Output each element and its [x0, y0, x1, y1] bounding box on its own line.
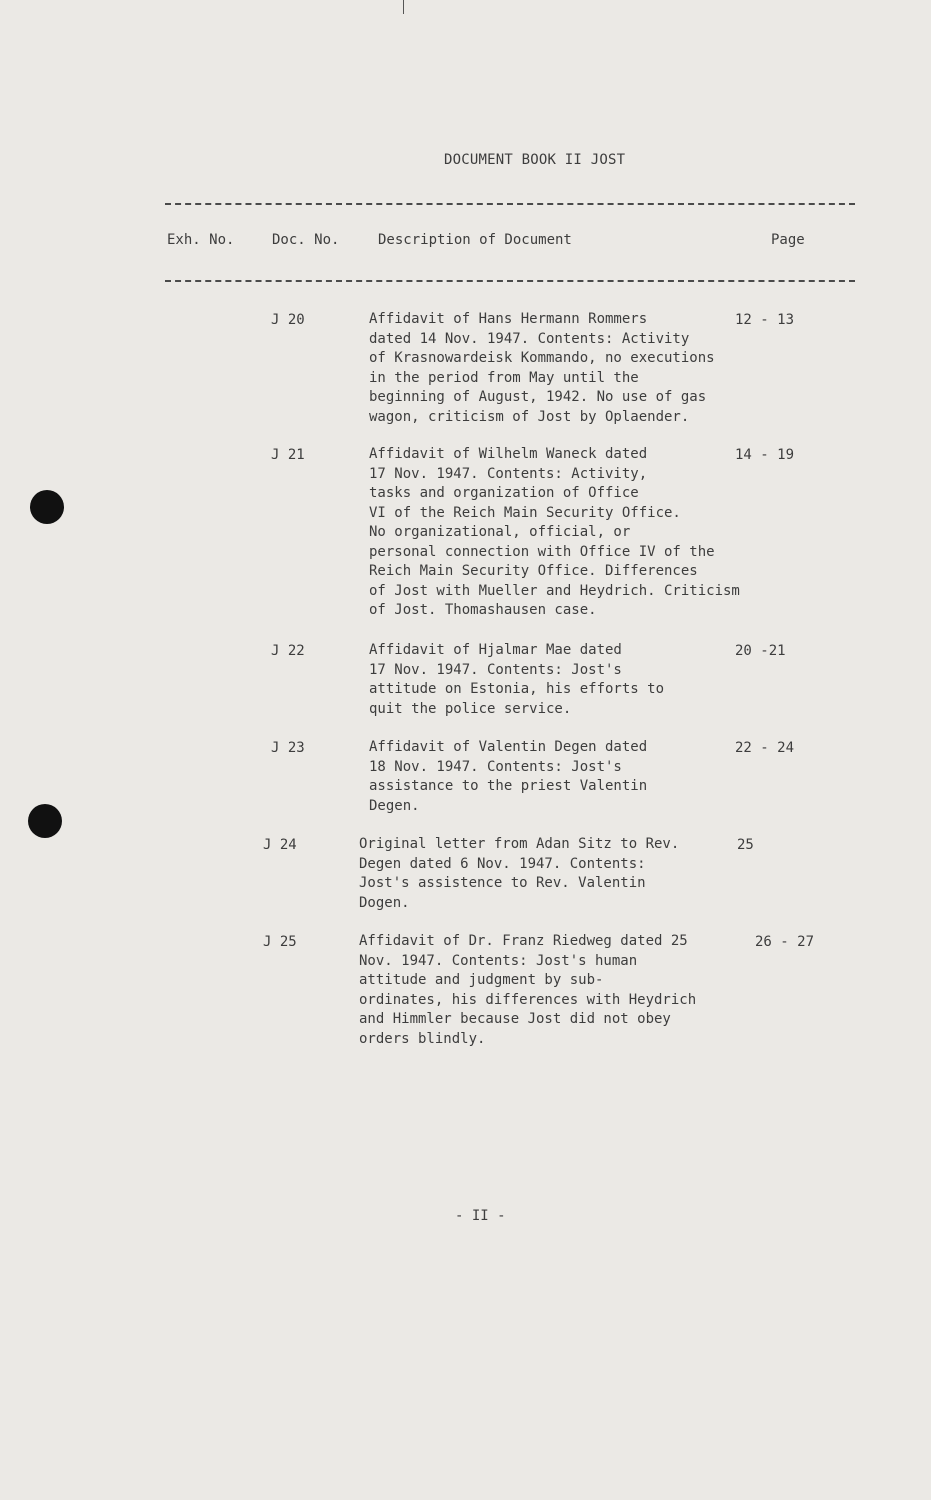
- entry-description: Affidavit of Valentin Degen dated 18 Nov. 1947. Contents: Jost's assistance to the priest Valentin Degen.: [369, 739, 648, 814]
- entry-pages: 25: [737, 837, 754, 853]
- entry-pages: 14 - 19: [735, 447, 795, 463]
- entry-doc-no: J 24: [263, 837, 297, 853]
- entry-doc-no: J 21: [271, 447, 305, 463]
- entry-pages: 20 -21: [735, 643, 786, 659]
- entry-doc-no: J 22: [271, 643, 305, 659]
- header-page: Page: [771, 232, 805, 248]
- header-doc-no: Doc. No.: [272, 232, 340, 248]
- header-description: Description of Document: [378, 232, 572, 248]
- header-top-divider: [165, 203, 855, 205]
- entry-pages: 26 - 27: [755, 934, 815, 950]
- header-bottom-divider: [165, 280, 855, 282]
- document-title: DOCUMENT BOOK II JOST: [444, 152, 626, 168]
- entry-description: Affidavit of Wilhelm Waneck dated 17 Nov. 1947. Contents: Activity, tasks and organization of Office VI of the Reich Main Security Office. No organizational, official, or personal connection with Office IV of the Reich Main Security Office. Differences of Jost with Mueller and Heydrich. Criticism of Jost. Thomashausen case.: [369, 446, 740, 618]
- entry-pages: 22 - 24: [735, 740, 795, 756]
- entry-pages: 12 - 13: [735, 312, 795, 328]
- entry-description: Affidavit of Dr. Franz Riedweg dated 25 Nov. 1947. Contents: Jost's human attitude and judgment by sub- ordinates, his differences with Heydrich and Himmler because Jost did not obey orders blindly.: [359, 933, 697, 1047]
- page-number-footer: - II -: [455, 1208, 506, 1224]
- punch-hole: [28, 804, 62, 838]
- top-mark: [403, 0, 404, 14]
- entry-doc-no: J 20: [271, 312, 305, 328]
- entry-description: Affidavit of Hans Hermann Rommers dated 14 Nov. 1947. Contents: Activity of Krasnowardeisk Kommando, no executions in the period from May until the beginning of August, 1942. No use of gas wagon, criticism of Jost by Oplaender.: [369, 311, 715, 425]
- entry-doc-no: J 25: [263, 934, 297, 950]
- header-exh-no: Exh. No.: [167, 232, 235, 248]
- entry-description: Affidavit of Hjalmar Mae dated 17 Nov. 1947. Contents: Jost's attitude on Estonia, his efforts to quit the police service.: [369, 642, 665, 717]
- entry-doc-no: J 23: [271, 740, 305, 756]
- entry-description: Original letter from Adan Sitz to Rev. Degen dated 6 Nov. 1947. Contents: Jost's assistence to Rev. Valentin Dogen.: [359, 836, 680, 911]
- punch-hole: [30, 490, 64, 524]
